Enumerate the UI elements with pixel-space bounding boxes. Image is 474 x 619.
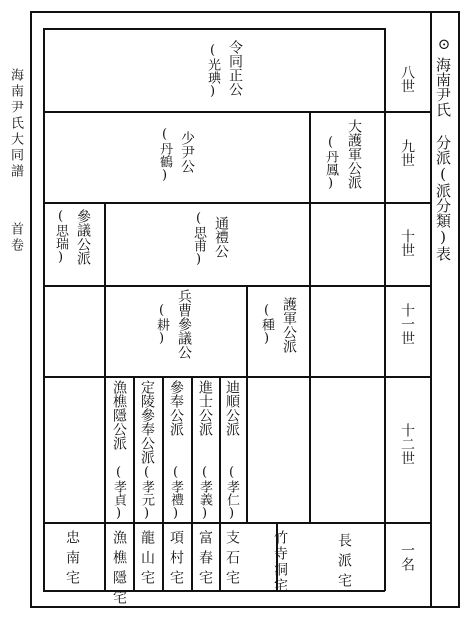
branch-divider-chungnam: [104, 285, 106, 522]
gen12-chambong-title: 參奉公派: [168, 380, 184, 436]
generation-label-9: 九世: [399, 139, 415, 167]
generation-label-11: 十一世: [399, 303, 415, 345]
gen11-hogun-given-name: (種): [259, 303, 274, 346]
gen9-daehogun-title: 大護軍公派: [346, 119, 362, 189]
branch-divider-12-guard: [246, 376, 248, 522]
gen10-chamui-title: 參議公派: [75, 209, 91, 265]
gen12-jeoksun-title: 迪順公派: [224, 380, 240, 436]
residence-divider-2: [104, 522, 106, 591]
lineage-table: [30, 11, 460, 608]
residence-juksadong: 竹寺洞宅: [272, 530, 288, 594]
sub-branch-divider-1: [133, 376, 135, 591]
table-title: 海南尹氏 分派(派分類)表: [434, 57, 452, 261]
gen10-tongrye-title: 通禮公: [213, 216, 229, 258]
gen12-eocho-given-name: (孝貞): [111, 465, 126, 521]
residence-eocho: 漁樵隱宅: [111, 530, 127, 610]
row-divider-9: [43, 202, 431, 204]
gen12-jinsa-title: 進士公派: [197, 380, 213, 436]
gen11-hogun-title: 護軍公派: [281, 297, 297, 353]
row-divider-10: [43, 285, 431, 287]
gen12-jeoksun-given-name: (孝仁): [224, 465, 239, 521]
gen9-soyun-given-name: (丹鶴): [157, 127, 172, 183]
gen11-byeongjo-given-name: (耕): [154, 303, 169, 346]
residence-hangchon: 項村宅: [168, 530, 184, 590]
branch-divider-chang: [309, 111, 311, 522]
gen8-ancestor-given-name: (光琠): [205, 43, 220, 99]
residence-chungnam: 忠南宅: [64, 530, 80, 590]
gen12-jeongneung-title: 定陵參奉公派: [139, 380, 155, 464]
residence-yongsan: 龍山宅: [139, 530, 155, 590]
sub-branch-divider-4: [219, 376, 221, 591]
residence-jiseok: 支石宅: [224, 530, 240, 590]
gen8-ancestor-title: 令同正公: [227, 40, 243, 96]
table-bottom-border: [43, 590, 385, 592]
branch-divider-11: [246, 285, 248, 376]
gen10-chamui-given-name: (思瑞): [53, 209, 68, 265]
volume-label: 首卷: [8, 222, 23, 254]
title-divider: [430, 13, 432, 606]
gen12-jeongneung-given-name: (孝元): [139, 465, 154, 521]
generation-label-name: 一名: [399, 543, 415, 571]
row-divider-8: [43, 111, 431, 113]
row-divider-12: [43, 522, 431, 524]
sub-branch-divider-2: [162, 376, 164, 591]
title-circle-mark: ⊙: [435, 35, 453, 53]
gen10-tongrye-given-name: (思甫): [191, 211, 206, 267]
sub-branch-divider-3: [191, 376, 193, 591]
table-top-border: [43, 28, 385, 30]
residence-buchun: 富春宅: [197, 530, 213, 590]
gen9-daehogun-given-name: (丹鳳): [323, 135, 338, 191]
generation-label-8: 八世: [399, 65, 415, 93]
generation-label-12: 十二世: [399, 423, 415, 465]
gen12-jinsa-given-name: (孝義): [197, 465, 212, 521]
branch-divider-10: [104, 202, 106, 285]
book-title: 海南尹氏大同譜: [8, 68, 23, 180]
gen12-eocho-title: 漁樵隱公派: [111, 380, 127, 450]
residence-jangpa: 長派宅: [336, 533, 352, 593]
gen12-chambong-given-name: (孝禮): [168, 465, 183, 521]
generation-label-10: 十世: [399, 229, 415, 257]
gen9-soyun-title: 少尹公: [179, 131, 195, 173]
row-divider-11: [43, 376, 431, 378]
gen11-byeongjo-title: 兵曹參議公: [176, 289, 192, 359]
